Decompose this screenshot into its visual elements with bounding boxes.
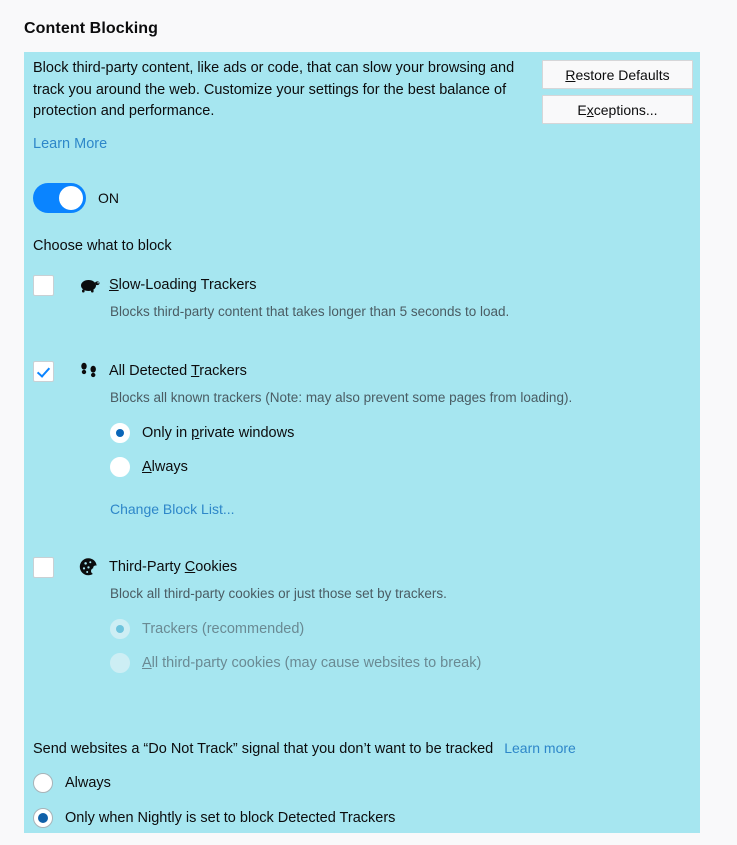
radio-label-suffix: ll third-party cookies (may cause websites to break) (151, 655, 482, 671)
content-blocking-panel (24, 52, 700, 833)
do-not-track-learn-more-link[interactable]: Learn more (504, 740, 576, 756)
option-title-suffix: ookies (195, 559, 238, 575)
radio-trackers-recommended[interactable] (110, 619, 130, 639)
do-not-track-description: Send websites a “Do Not Track” signal that you don’t want to be tracked (33, 741, 494, 757)
option-title-all-detected-trackers (109, 363, 247, 379)
do-not-track-radio-group (33, 769, 693, 832)
trackers-radio-group (110, 419, 683, 481)
choose-what-to-block-label: Choose what to block (33, 238, 172, 254)
intro-row (33, 58, 693, 155)
exceptions-button[interactable] (542, 95, 693, 124)
radio-label-private-windows (142, 425, 294, 441)
do-not-track-section (33, 740, 693, 839)
intro-text-block (33, 58, 533, 155)
exceptions-suffix: ceptions... (593, 101, 658, 118)
option-description-all-detected-trackers: Blocks all known trackers (Note: may also prevent some pages from loading). (110, 390, 573, 405)
option-header (33, 360, 683, 382)
radio-dnt-always[interactable] (33, 773, 53, 793)
cookies-radio-group (110, 615, 683, 677)
radio-row-always-trackers[interactable] (110, 453, 683, 481)
radio-row-all-third-party-cookies[interactable] (110, 649, 683, 677)
restore-defaults-suffix: estore Defaults (575, 66, 670, 83)
option-slow-loading-trackers (33, 274, 683, 319)
option-header (33, 556, 683, 578)
radio-label-dnt-always: Always (65, 775, 111, 791)
radio-accesskey: A (142, 655, 152, 671)
radio-private-windows[interactable] (110, 423, 130, 443)
radio-accesskey: A (142, 459, 152, 475)
toggle-knob (59, 186, 83, 210)
page-title: Content Blocking (24, 20, 159, 37)
radio-label-suffix: rivate windows (199, 425, 295, 441)
radio-label-trackers-recommended: Trackers (recommended) (142, 621, 305, 637)
option-title-slow-loading-trackers (109, 277, 257, 293)
option-all-detected-trackers (33, 360, 683, 519)
intro-description: Block third-party content, like ads or code, that can slow your browsing and track you around the web. Customize your settings for the best balance of protection and performance. (33, 60, 515, 119)
checkbox-slow-loading-trackers[interactable] (33, 275, 54, 296)
option-title-suffix: rackers (199, 363, 247, 379)
do-not-track-header (33, 740, 693, 757)
radio-always-trackers[interactable] (110, 457, 130, 477)
cookie-icon (78, 556, 100, 578)
exceptions-accesskey: x (586, 101, 594, 118)
master-toggle-row (33, 183, 119, 213)
radio-label-all-third-party-cookies (142, 655, 481, 671)
option-accesskey: S (109, 277, 119, 293)
option-description-third-party-cookies: Block all third-party cookies or just those set by trackers. (110, 586, 447, 601)
radio-accesskey: p (191, 425, 200, 441)
radio-label-always-trackers (142, 459, 188, 475)
option-header (33, 274, 683, 296)
learn-more-link[interactable]: Learn More (33, 135, 108, 152)
toggle-state-label: ON (98, 190, 119, 206)
radio-row-trackers-recommended[interactable] (110, 615, 683, 643)
option-third-party-cookies (33, 556, 683, 683)
restore-defaults-accesskey: R (565, 66, 576, 83)
option-accesskey: C (184, 559, 196, 575)
content-blocking-toggle[interactable] (33, 183, 86, 213)
radio-row-dnt-always[interactable] (33, 769, 693, 797)
option-title-suffix: low-Loading Trackers (118, 277, 257, 293)
restore-defaults-button[interactable] (542, 60, 693, 89)
option-title-prefix: Third-Party (109, 559, 185, 575)
checkbox-all-detected-trackers[interactable] (33, 361, 54, 382)
radio-label-dnt-only-when-blocking: Only when Nightly is set to block Detected Trackers (65, 810, 396, 826)
radio-row-private-windows[interactable] (110, 419, 683, 447)
option-accesskey: T (190, 363, 200, 379)
radio-all-third-party-cookies[interactable] (110, 653, 130, 673)
radio-row-dnt-only-when-blocking[interactable] (33, 804, 693, 832)
option-title-prefix: All Detected (109, 363, 191, 379)
turtle-icon (78, 274, 100, 296)
option-description-slow-loading-trackers: Blocks third-party content that takes longer than 5 seconds to load. (110, 304, 510, 319)
exceptions-prefix: E (577, 101, 587, 118)
radio-label-suffix: lways (151, 459, 188, 475)
option-title-third-party-cookies (109, 559, 237, 575)
change-block-list-link[interactable]: Change Block List... (110, 501, 235, 517)
radio-dnt-only-when-blocking[interactable] (33, 808, 53, 828)
checkbox-third-party-cookies[interactable] (33, 557, 54, 578)
radio-label-prefix: Only in (142, 425, 192, 441)
footprints-icon (78, 360, 100, 382)
action-button-column (542, 60, 693, 124)
